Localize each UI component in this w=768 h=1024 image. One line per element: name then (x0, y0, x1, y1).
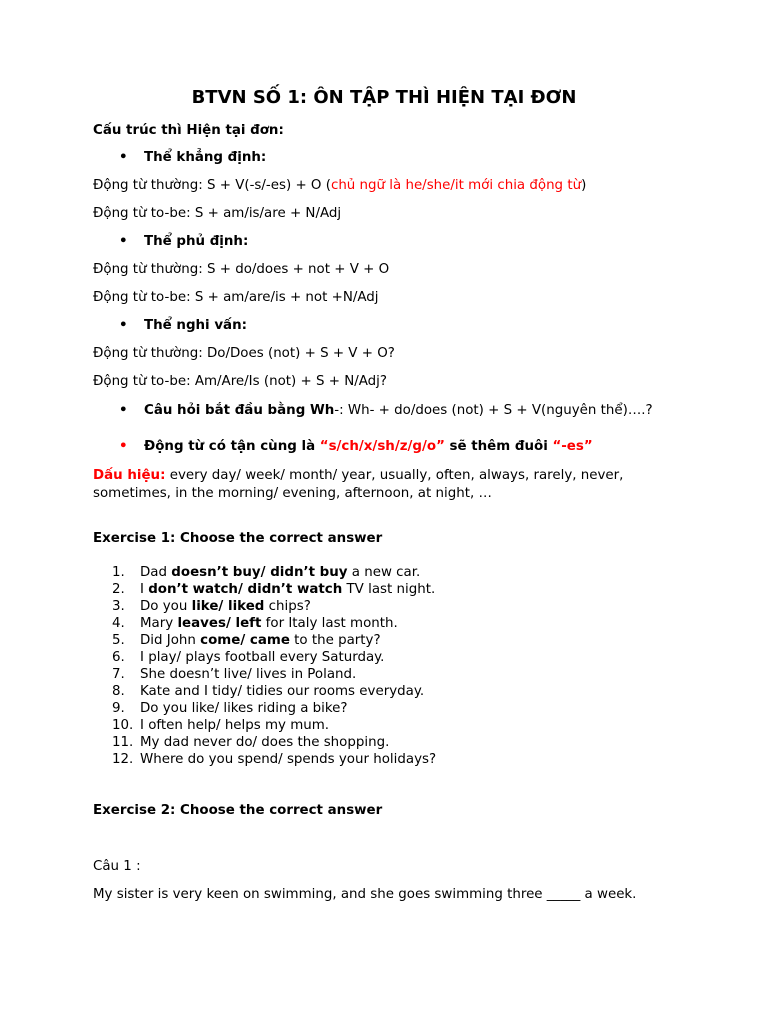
item-text: Do you like/ likes riding a bike? (140, 701, 348, 716)
item-number: 4. (112, 616, 125, 631)
item-text-end: a new car. (347, 565, 421, 580)
page-title: BTVN SỐ 1: ÔN TẬP THÌ HIỆN TẠI ĐƠN (191, 87, 577, 108)
exercise1-item (112, 649, 384, 666)
item-number: 1. (112, 565, 125, 580)
wh-question-formula: -: Wh- + do/does (not) + S + V(nguyên thể)….? (334, 403, 653, 418)
item-number: 11. (112, 735, 134, 750)
wh-question-text (144, 402, 674, 419)
signs-paragraph (93, 467, 683, 503)
bullet-icon: • (119, 403, 128, 418)
item-number: 8. (112, 684, 125, 699)
item-choices: doesn’t buy/ didn’t buy (171, 565, 348, 580)
exercise1-heading: Exercise 1: Choose the correct answer (93, 531, 383, 546)
item-text: Mary (140, 616, 178, 631)
exercise1-item (112, 751, 436, 768)
question-tobe: Động từ to-be: Am/Are/Is (not) + S + N/Adj? (93, 374, 387, 389)
exercise2-heading: Exercise 2: Choose the correct answer (93, 803, 383, 818)
question-text: My sister is very keen on swimming, and she goes swimming three _____ a week. (93, 887, 637, 902)
item-choices: don’t watch/ didn’t watch (148, 582, 343, 597)
exercise1-item (112, 598, 311, 615)
question-label: Câu 1 : (93, 859, 141, 874)
exercise1-item (112, 666, 356, 683)
affirmative-label: Thể khẳng định: (144, 150, 267, 165)
es-rule-text (144, 438, 674, 455)
negative-label: Thể phủ định: (144, 234, 249, 249)
item-number: 5. (112, 633, 125, 648)
exercise1-item (112, 632, 381, 649)
es-rule-endings: “s/ch/x/sh/z/g/o” (319, 439, 445, 454)
exercise1-item (112, 700, 348, 717)
item-text-end: chips? (264, 599, 311, 614)
negative-tobe: Động từ to-be: S + am/are/is + not +N/Adj (93, 290, 379, 305)
structure-heading: Cấu trúc thì Hiện tại đơn: (93, 123, 284, 138)
item-number: 6. (112, 650, 125, 665)
item-text-end: to the party? (289, 633, 381, 648)
item-text: I (140, 582, 149, 597)
bullet-icon: • (119, 439, 128, 454)
item-text: Do you (140, 599, 192, 614)
item-text: My dad never do/ does the shopping. (140, 735, 390, 750)
item-choices: leaves/ left (177, 616, 262, 631)
affirmative-tobe: Động từ to-be: S + am/is/are + N/Adj (93, 206, 342, 221)
item-number: 10. (112, 718, 134, 733)
item-choices: come/ came (200, 633, 290, 648)
item-number: 9. (112, 701, 125, 716)
item-text: Dad (140, 565, 172, 580)
affirmative-regular-suffix: ) (581, 178, 587, 193)
signs-label: Dấu hiệu: (93, 468, 166, 483)
question-label: Thể nghi vấn: (144, 318, 247, 333)
item-text: Did John (140, 633, 201, 648)
item-text: Where do you spend/ spends your holidays? (140, 752, 437, 767)
negative-regular: Động từ thường: S + do/does + not + V + O (93, 262, 390, 277)
affirmative-regular-formula: Động từ thường: S + V(-s/-es) + O ( (93, 178, 331, 193)
affirmative-regular-note: chủ ngữ là he/she/it mới chia động từ (330, 178, 582, 193)
item-text: She doesn’t live/ lives in Poland. (140, 667, 357, 682)
exercise1-item (112, 683, 424, 700)
item-number: 12. (112, 752, 134, 767)
signs-text: every day/ week/ month/ year, usually, often, always, rarely, never, sometimes, in the morning/ evening, afternoon, at night, … (93, 468, 624, 501)
wh-question-label: Câu hỏi bắt đầu bằng Wh (144, 403, 335, 418)
es-rule-suffix: “-es” (552, 439, 593, 454)
item-number: 3. (112, 599, 125, 614)
bullet-icon: • (119, 234, 128, 249)
exercise1-item (112, 717, 329, 734)
item-text: I often help/ helps my mum. (140, 718, 330, 733)
exercise1-item (112, 564, 420, 581)
affirmative-regular (93, 177, 586, 195)
item-number: 2. (112, 582, 125, 597)
item-choices: like/ liked (191, 599, 265, 614)
item-text-end: for Italy last month. (261, 616, 398, 631)
item-text-end: TV last night. (342, 582, 436, 597)
bullet-icon: • (119, 318, 128, 333)
bullet-icon: • (119, 150, 128, 165)
question-regular: Động từ thường: Do/Does (not) + S + V + O? (93, 346, 395, 361)
item-number: 7. (112, 667, 125, 682)
es-rule-middle: sẽ thêm đuôi (444, 439, 553, 454)
es-rule-prefix: Động từ có tận cùng là (144, 439, 320, 454)
exercise1-item (112, 734, 389, 751)
exercise1-item (112, 615, 398, 632)
exercise1-item (112, 581, 435, 598)
item-text: I play/ plays football every Saturday. (140, 650, 385, 665)
item-text: Kate and I tidy/ tidies our rooms everyday. (140, 684, 425, 699)
